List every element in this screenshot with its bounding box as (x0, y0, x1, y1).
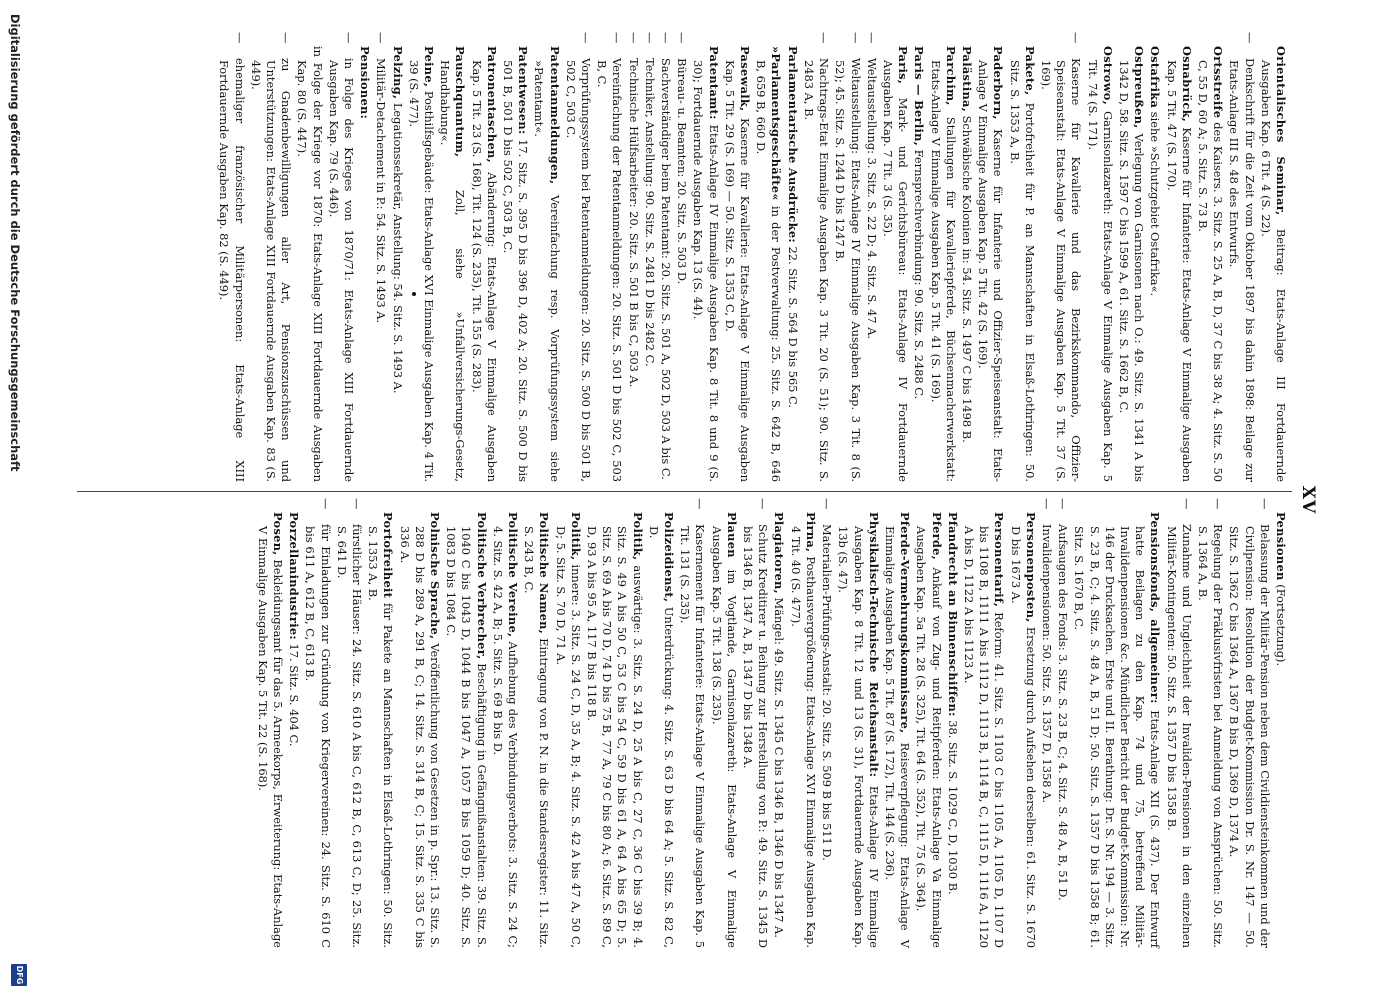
index-entry (443, 512, 489, 948)
index-entry (677, 498, 708, 948)
index-entry (722, 46, 752, 482)
entry-reference: im Vogtlande, Garnisonlazareth: Etats-Anlage V Einmalige Ausgaben Kap. 5 Tit. 138 (S. 235). (709, 526, 739, 948)
entry-keyword: Pauschquantum, (453, 46, 468, 158)
entry-reference: 17. Sitz. S. 404 C. (287, 639, 302, 747)
index-entry (646, 512, 676, 948)
entry-reference: Kaserne für Kavallerie und das Bezirkskommando, Offizier-Speiseanstalt: Etats-Anlage V Einmalige Ausgaben Kap. 5 Tit. 37 (S. 169). (1038, 58, 1084, 482)
column-divider (77, 491, 1292, 492)
index-entry (1084, 46, 1114, 482)
entry-reference: Unterdrückung: 4. Sitz. S. 63 D bis 64 A; 5. Sitz. S. 82 C, D. (646, 526, 677, 948)
index-entry (740, 498, 771, 948)
entry-keyword: Politik, (630, 512, 645, 561)
entry-reference: Kaserne für Infanterie und Offizier-Speiseanstalt: Etats-Anlage V Einmalige Ausgaben Kap. 5 Tit. 42 (S. 169). (976, 60, 1006, 482)
index-entry (1039, 498, 1054, 948)
index-entry (1195, 498, 1226, 948)
sub-entry-dash: — (626, 32, 641, 44)
index-entry (658, 32, 674, 482)
entry-reference: Mängel: 49. Sitz. S. 1345 C bis 1346 B, 1346 D bis 1347 A. (772, 593, 787, 938)
entry-reference: Weltausstellung: Etats-Anlage IV Einmalige Ausgaben Kap. 3 Tit. 8 (S. 52); 45. Sitz. S. 1244 D bis 1247 B. (833, 58, 863, 482)
sub-entry-dash: — (1211, 498, 1226, 510)
index-entry (788, 512, 818, 948)
sub-entry-dash: — (864, 32, 879, 44)
sub-entry-dash: — (1242, 32, 1257, 44)
dfg-logo: DFG (11, 964, 27, 986)
sub-entry-dash: — (279, 32, 294, 44)
entry-reference: 22. Sitz. S. 564 D bis 565 C. (785, 242, 800, 408)
entry-reference: Büreau- u. Beamten: 20. Sitz. S. 503 D. (675, 58, 690, 285)
index-entry (406, 46, 436, 482)
entry-reference: in der Postverwaltung: 25. Sitz. S. 642 B, 646 B, 659 B, 660 D. (754, 60, 784, 482)
entry-reference: Vereinfachung der Patentanmeldungen: 20. Sitz. S. 501 D bis 502 C, 503 B, C. (595, 58, 625, 482)
entry-reference: Belassung der Militär-Pension neben dem Civildiensteinkommen und der Civilpension: Resolution der Budget-Kommission Dr. S. Nr. 147 — 50. Sitz. S. 1362 C bis 1364 A, 1367 B bis D, 1369 D, 1374 A. (1227, 524, 1272, 948)
entry-keyword: Pelzing, (390, 46, 405, 100)
index-entry (1055, 498, 1071, 948)
digitization-footer (0, 0, 36, 1000)
entry-keyword: Paderborn, (991, 46, 1006, 120)
index-entry (1038, 32, 1084, 482)
entry-keyword: Paris — Berlin, (912, 46, 927, 146)
index-entry (1226, 498, 1272, 948)
index-entry (1163, 46, 1193, 482)
entry-reference: für Pakete an Mannschaften in Elsaß-Lothringen: 50. Sitz. S. 1353 A, B. (366, 526, 396, 948)
entry-reference: Stallungen für Kavalleriepferde, Büchsenmacherwerkstatt: Etats-Anlage V Einmalige Ausgaben Kap. 5 Tit. 41 (S. 169). (928, 60, 958, 482)
entry-reference: Kaserne für Infanterie: Etats-Anlage V Einmalige Ausgaben Kap. 5 Tit. 47 (S. 170). (1164, 60, 1194, 482)
index-entry (975, 46, 1005, 482)
entry-keyword: Peine, (422, 46, 437, 88)
entry-reference: auswärtige: 3. Sitz. S. 24 D, 25 A bis C, 27 C, 36 C bis 39 B; 4. Sitz. S. 49 A bis 50 C, 53 C bis 54 C, 59 D bis 61 A, 64 A bis 65 D; 5. Sitz. S. 69 A bis 70 D, 74 D bis 75 B, 77 A, 79 C bis 80 A; 6. Sitz. S. 89 C, D, 93 A bis 95 A, 117 B bis 118 B. (585, 526, 645, 948)
entry-reference: Abänderung: Etats-Anlage V Einmalige Ausgaben Kap. 5 Tit. 23 (S. 168), Tit. 124 (S. 235), Tit. 155 (S. 283). (469, 60, 499, 482)
entry-keyword: Pakete, (1022, 46, 1037, 96)
sub-entry-dash: — (1069, 32, 1084, 44)
entry-keyword: Polizeidienst, (662, 512, 677, 603)
entry-keyword: Plauen (724, 512, 739, 558)
index-entry (1007, 512, 1037, 948)
entry-keyword: Ostrowo, (1100, 46, 1115, 105)
entry-reference: Nachtrags-Etat Einmalige Ausgaben Kap. 3 Tit. 20 (S. 51); 90. Sitz. S. 2483 A, B. (801, 58, 832, 482)
entry-keyword: Personentarif, (992, 512, 1007, 608)
entry-keyword: Ostafrika (1148, 46, 1163, 109)
index-entry (832, 32, 863, 482)
entry-reference: ehemaliger französischer Militärpersonen: Etats-Anlage XIII Fortdauernde Ausgaben Kap. 82 (S. 449). (217, 58, 247, 482)
index-entry (961, 512, 1007, 948)
index-entry (625, 32, 641, 482)
index-entry (1163, 498, 1194, 948)
entry-reference: Zoll, siehe »Unfallversicherungs-Gesetz, Handhabung«. (438, 60, 468, 482)
index-entry (286, 512, 301, 948)
entry-keyword: Politische Vereine, (506, 512, 521, 638)
entry-reference: in Folge der Kriege vor 1870: Etats-Anlage XIII Fortdauernde Ausgaben Kap. 80 (S. 447). (295, 46, 325, 482)
sub-entry-dash: — (693, 498, 708, 510)
entry-reference: 38. Sitz. S. 1029 C, D, 1030 B. (945, 716, 960, 895)
index-entry (1226, 32, 1257, 482)
index-entry (771, 512, 786, 948)
entry-reference: Posthausvergrößerung: Etats-Anlage XVI Einmalige Ausgaben Kap. 4 Tit. 40 (S. 477). (788, 526, 818, 948)
entry-reference: Sachverständiger beim Patentamt: 20. Sitz. S. 501 A, 502 D, 503 A bis C. (659, 58, 674, 480)
entry-reference: (Fortsetzung). (1274, 580, 1288, 667)
index-entry (1006, 46, 1036, 482)
sub-entry-dash: — (1056, 498, 1071, 510)
entry-keyword: Pferde, (929, 512, 944, 560)
index-entry (753, 46, 783, 482)
entry-keyword: Pensionen (1274, 512, 1288, 581)
entry-reference: Reiseverpflegung: Etats-Anlage V Einmalige Ausgaben Kap. 5 Tit. 87 (S. 172), Tit. 144 (S. 236). (882, 526, 913, 948)
index-entry (248, 32, 294, 482)
index-entry (864, 32, 879, 482)
entry-keyword: Ortsstreife (1211, 46, 1226, 119)
index-entry (959, 46, 974, 482)
entry-keyword: Pasewalk, (738, 46, 753, 112)
entry-reference: Portofreiheit für P. an Mannschaften in Elsaß-Lothringen: 50. Sitz. S. 1353 A, B. (1007, 60, 1037, 482)
entry-reference: in Folge des Krieges von 1870/71: Etats-Anlage XIII Fortdauernde Ausgaben Kap. 79 (S. 446). (326, 58, 357, 482)
entry-reference: Reform: 41. Sitz. S. 1103 C bis 1105 A, 1105 D, 1107 D bis 1108 B, 1111 A bis 1112 D, 1113 B, 1114 B, C, 1115 D, 1116 A, 1120 A bis D, 1122 A bis 1123 A. (961, 526, 1007, 948)
entry-keyword: Porzellanindustrie: (287, 512, 302, 640)
entry-reference: Mark- und Gerichtsbüreau: Etats-Anlage IV Fortdauernde Ausgaben Kap. 7 Tit. 3 (S. 35). (880, 60, 911, 482)
index-entry (835, 512, 881, 948)
sub-entry-dash: — (659, 32, 674, 44)
entry-reference: Verlegung von Garnisonen nach O.: 49. Sitz. S. 1341 A bis 1342 D, 58. Sitz. S. 1597 C bis 1599 A, 61. Sitz. S. 1662 B, C. (1116, 60, 1147, 482)
index-entry (1147, 46, 1162, 482)
sub-entry-dash: — (820, 498, 835, 510)
entry-keyword: Portofreiheit (381, 512, 396, 599)
index-entry (468, 46, 498, 482)
entry-keyword: Parchim, (943, 46, 958, 106)
entry-keyword: Pfandrecht an Binnenschiffen: (945, 512, 960, 717)
entry-keyword: Patentwesen: (516, 46, 531, 135)
entry-reference: des Kaisers. 3. Sitz. S. 25 A, B, D, 37 C bis 38 A; 4. Sitz. S. 50 C, 55 D, 60 A; 5. Sitz. S. 73 B. (1195, 60, 1226, 482)
entry-reference: Schwäbische Kolonien in: 54. Sitz. S. 1497 C bis 1498 B. (959, 111, 974, 443)
sub-entry-dash: — (374, 32, 389, 44)
entry-reference: Denkschrift für die Zeit vom Oktober 1897 bis dahin 1898: Beilage zur Etats-Anlage III S. 48 des Entwurfs. (1227, 58, 1257, 482)
entry-reference: innere: 3. Sitz. S. 24 C, D, 35 A, B; 4. Sitz. S. 42 A bis 47 A, 50 C, D; 5. Sitz. S. 70 D, 71 A. (553, 526, 583, 948)
entry-keyword: Politische Namen, (537, 512, 552, 634)
index-entry (255, 512, 285, 948)
entry-keyword: Patentamt: (706, 46, 721, 120)
entry-keyword: Polnische Sprache, (428, 512, 443, 640)
index-entry (1195, 46, 1225, 482)
entry-reference: Posthilfsgebäude: Etats-Anlage XVI Einmalige Ausgaben Kap. 4 Tit. 39 (S. 477). (406, 60, 437, 482)
entry-reference: Schutz Kreditirer u. Beihung zur Herstellung von P.: 49. Sitz. S. 1345 D bis 1346 B, 1347 A, B, 1347 D bis 1348 A. (741, 524, 771, 948)
entry-keyword: Pferde-Vermehrungskommissare, (898, 512, 913, 734)
entry-reference: Zunahme und Ungleichheit der Invaliden-Pensionen in den einzelnen Militär-Kontingenten: 50. Sitz. S. 1357 D bis 1358 B. (1164, 524, 1194, 948)
index-entry (801, 32, 832, 482)
entry-reference: Kaserne für Kavallerie: Etats-Anlage V Einmalige Ausgaben Kap. 5 Tit. 29 (S. 169) — 50. Sitz. S. 1353 C, D. (722, 60, 753, 482)
entry-keyword: Plagiatoren, (772, 512, 787, 594)
index-entry (1116, 46, 1146, 482)
sub-entry-dash: — (318, 498, 333, 510)
index-entry (365, 512, 395, 948)
index-entry (500, 46, 530, 482)
sub-entry-dash: — (848, 32, 863, 44)
entry-keyword: Politische Verbrecher, (474, 512, 489, 660)
entry-keyword: Personenposten, (1023, 512, 1038, 623)
index-entry (326, 32, 357, 482)
index-entry (216, 32, 247, 482)
index-column-right (254, 498, 1288, 949)
entry-reference: Garnisonlazareth: Etats-Anlage V Einmalige Ausgaben Kap. 5 Tit. 74 (S. 171). (1085, 60, 1115, 482)
entry-reference: Legationssekretär, Anstellung: 54. Sitz. S. 1493 A. (390, 99, 405, 394)
sub-entry-dash: — (610, 32, 625, 44)
index-entry (1273, 512, 1288, 948)
entry-reference: Ersetzung durch Aufsehen derselben: 61. Sitz. S. 1670 D bis 1673 A. (1008, 526, 1038, 948)
index-entry (674, 32, 690, 482)
entry-reference: Regelung der Präklusivfristen bei Anmeldung von Ansprüchen: 50. Sitz. S. 1364 A, B. (1195, 524, 1226, 948)
entry-keyword: Politik, (568, 512, 583, 561)
index-entry (357, 46, 372, 482)
index-entry (302, 498, 333, 948)
entry-reference: Eintragung von P. N. in die Standesregister: 11. Sitz. S. 243 B, C. (522, 526, 552, 948)
entry-keyword: Pirna, (803, 512, 818, 553)
entry-reference: Invalidenpensionen: 50. Sitz. S. 1357 D, 1358 A. (1039, 524, 1054, 803)
entry-reference: Etats-Anlage IV Einmalige Ausgaben Kap. 8 Tit. 12 und 13 (S. 31), Fortdauernde Ausgaben Kap. 13b (S. 47). (836, 526, 881, 948)
index-column-left (215, 32, 1288, 482)
footer-credit: Digitalisierung gefördert durch die Deutsche Forschungsgemeinschaft (8, 14, 22, 472)
index-entry (490, 512, 520, 948)
entry-keyword: Parlamentarische Ausdrücke: (785, 46, 800, 243)
entry-reference: Materialien-Prüfungs-Anstalt: 20. Sitz. S. 509 B bis 511 D. (820, 524, 835, 861)
entry-reference: Beschäftigung in Gefängnißanstalten: 39. Sitz. S. 1040 C bis 1043 D, 1044 B bis 1047 A, 1057 B bis 1059 D; 40. Sitz. S. 1083 D bis 1084 C. (444, 526, 489, 948)
entry-reference: Beitrag: Etats-Anlage III Fortdauernde Ausgaben Kap. 6 Tit. 4 (S. 22). (1258, 60, 1288, 482)
entry-reference: Veröffentlichung von Gesetzen in p. Spr.: 13. Sitz. S. 288 D bis 289 A, 291 B, C; 14. Sitz. S. 314 B, C; 15. Sitz. S. 335 C bis 336 A. (397, 526, 443, 948)
entry-reference: siehe »Schutzgebiet Ostafrika«. (1148, 108, 1163, 297)
entry-keyword: Pensionsfonds, allgemeiner: (1148, 512, 1163, 704)
index-entry (1258, 46, 1288, 482)
index-entry (552, 512, 582, 948)
entry-reference: Kasernement für Infanterie: Etats-Anlage V Einmalige Ausgaben Kap. 5 Tit. 131 (S. 235). (678, 524, 708, 948)
entry-keyword: Posen, (271, 512, 285, 556)
ink-dot (412, 292, 416, 296)
sub-entry-dash: — (232, 32, 247, 44)
entry-reference: für Einladungen zur Gründung von Kriegervereinen: 24. Sitz. S. 610 C bis 611 A, 612 B, C, 613 B. (303, 524, 333, 948)
entry-reference: Bekleidungsamt für das 5. Armeekorps, Erweiterung: Etats-Anlage V Einmalige Ausgaben Kap. 5 Tit. 22 (S. 168). (255, 526, 285, 948)
sub-entry-dash: — (756, 498, 771, 510)
sub-entry-dash: — (1257, 498, 1272, 510)
index-entry (927, 46, 957, 482)
index-entry (521, 512, 551, 948)
entry-reference: Etats-Anlage XII (S. 437). Der Entwurf hatte Beilagen zu den Kap. 74 und 75, betreffend Militär-Invalidenpensionen &c. Mündlicher Bericht der Budget-Kommission: Nr. 146 der Drucksachen. Erste und II. Berathung: Dr. S. Nr. 194 — 3. Sitz. S. 23 B, C; 4. Sitz. S. 48 A, B, 51 D; 50. Sitz. S. 1357 D bis 1358 B; 61. Sitz. S. 1670 B, C. (1072, 526, 1163, 948)
index-entry (880, 46, 910, 482)
sub-entry-dash: — (1179, 498, 1194, 510)
entry-reference: 17. Sitz. S. 395 D bis 396 D, 402 A; 20. Sitz. S. 500 D bis 501 B, 501 D bis 502 C, 503 B, C. (501, 60, 531, 482)
sub-entry-dash: — (350, 498, 365, 510)
index-entry (373, 32, 389, 482)
entry-reference: Technische Hülfsarbeiter: 20. Sitz. S. 501 B bis C, 503 A. (626, 58, 641, 388)
entry-reference: Aufhebung des Verbindungsverbots: 3. Sitz. S. 24 C; 4. Sitz. S. 42 A, B; 5. Sitz. S. 69 B bis D. (490, 526, 521, 949)
sub-entry-dash: — (642, 32, 657, 44)
entry-keyword: Orientalisches Seminar, (1274, 46, 1288, 216)
index-entry (911, 46, 926, 482)
entry-keyword: »Parlamentsgeschäfte« (769, 46, 784, 201)
index-entry (1071, 512, 1162, 948)
index-entry (563, 32, 594, 482)
entry-reference: Ankauf von Zug- und Reitpferden: Etats-Anlage Va Einmalige Ausgaben Kap. 5a Tit. 28 (S. 325), Tit. 64 (S. 352), Tit. 75 (S. 364). (914, 526, 944, 948)
index-entry (708, 512, 738, 948)
index-entry (819, 498, 835, 948)
entry-reference: Fernsprechverbindung: 90. Sitz. S. 2488 C. (912, 145, 927, 400)
entry-reference: zu Gnadenbewilligungen aller Art, Pensionszuschüssen und Unterstützungen: Etats-Anlage XIII Fortdauernde Ausgaben Kap. 83 (S. 449). (248, 58, 294, 482)
page-number: XV (1298, 485, 1318, 515)
entry-reference: Vereinfachung resp. Vorprüfungssystem siehe »Patentamt«. (532, 60, 562, 482)
index-entry (334, 498, 365, 948)
entry-reference: Aufsaugen des Fonds: 3. Sitz. S. 23 B, C; 4. Sitz. S. 48 A, B, 51 D. (1056, 524, 1071, 901)
index-entry (594, 32, 625, 482)
index-entry (642, 32, 657, 482)
index-entry (913, 512, 943, 948)
entry-keyword: Osnabrück, (1179, 46, 1194, 123)
entry-keyword: Ostpreußen, (1132, 46, 1147, 129)
entry-reference: fürstlicher Häuser: 24. Sitz. S. 610 A bis C, 612 B, C, 613 C, D; 25. Sitz. S. 641 D. (334, 524, 365, 948)
entry-keyword: Palästina, (959, 46, 974, 112)
index-entry (945, 512, 960, 948)
index-entry (584, 512, 645, 948)
entry-reference: Vorprüfungssystem bei Patentanmeldungen: 20. Sitz. S. 500 D bis 501 B, 502 C, 503 C. (563, 58, 594, 482)
entry-keyword: Paris, (896, 46, 911, 85)
entry-reference: Weltausstellung: 3. Sitz. S. 22 D; 4. Sitz. S. 47 A. (864, 58, 879, 340)
entry-keyword: Physikalisch-Technische Reichsanstalt: (866, 512, 881, 778)
index-entry (294, 46, 324, 482)
sub-entry-dash: — (579, 32, 594, 44)
index-entry (882, 512, 912, 948)
sub-entry-dash: — (817, 32, 832, 44)
entry-keyword: Patentanmeldungen, (547, 46, 562, 185)
sub-entry-dash: — (1039, 498, 1054, 510)
entry-reference: Techniker, Anstellung: 90. Sitz. S. 2481 D bis 2482 C. (642, 58, 657, 367)
index-entry (690, 46, 720, 482)
entry-reference: Militär-Detachement in P.: 54. Sitz. S. 1493 A. (374, 58, 389, 324)
entry-keyword: Pensionen: (358, 46, 373, 120)
index-entry (437, 46, 467, 482)
index-entry (396, 512, 442, 948)
entry-keyword: Patronentaschen, (484, 46, 499, 163)
sub-entry-dash: — (342, 32, 357, 44)
index-entry (389, 46, 404, 482)
index-entry (531, 46, 561, 482)
entry-reference: Etats-Anlage IV Einmalige Ausgaben Kap. 8 Tit. 8 und 9 (S. 30); Fortdauernde Ausgaben Kap. 13 (S. 44). (691, 60, 721, 482)
sub-entry-dash: — (675, 32, 690, 44)
index-entry (785, 46, 800, 482)
